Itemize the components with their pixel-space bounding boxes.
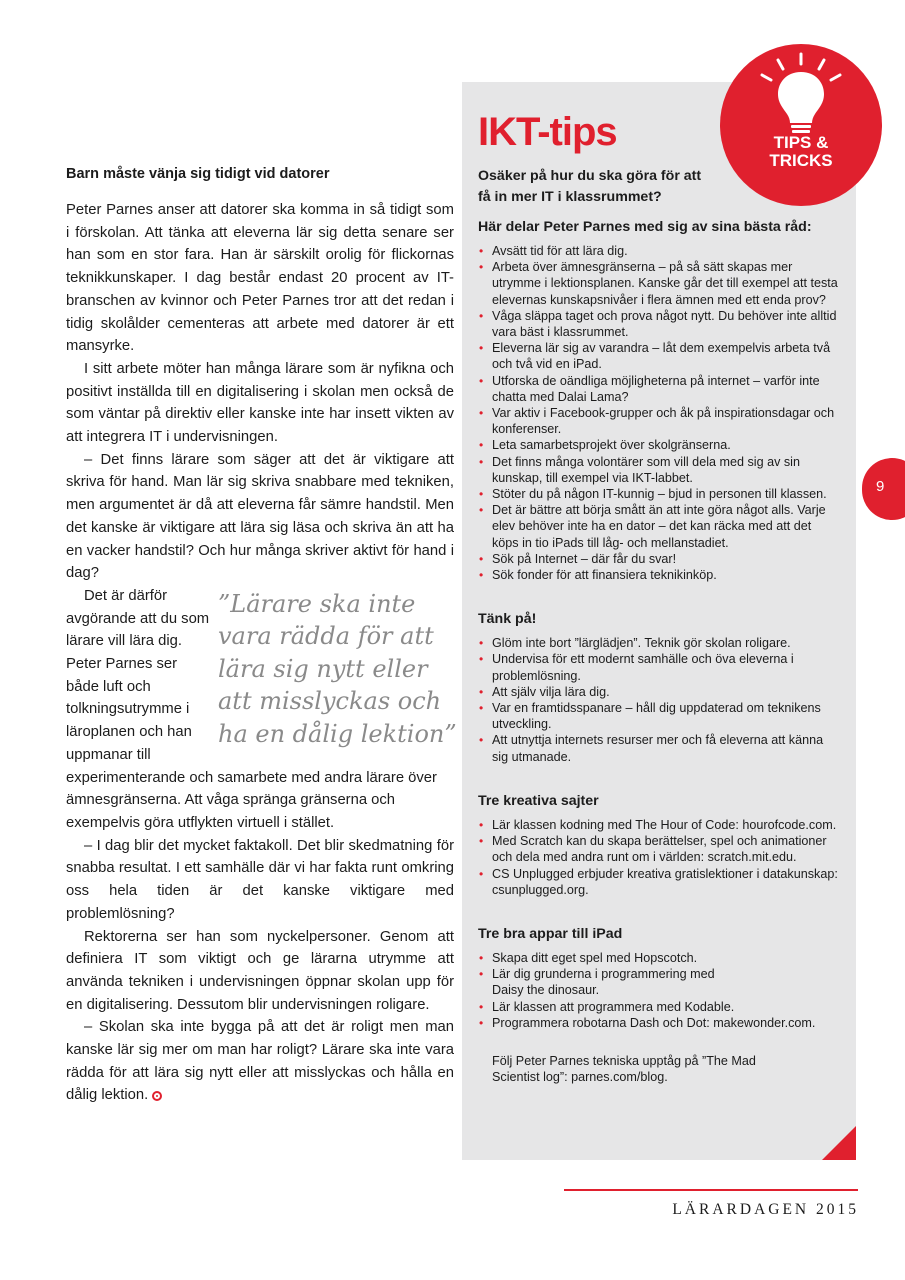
ikt-tips-intro: Osäker på hur du ska göra för att få in mer IT i klassrummet? xyxy=(478,168,702,205)
article-last-paragraph xyxy=(66,1016,454,1107)
end-mark-icon xyxy=(152,1091,162,1101)
think-list xyxy=(478,635,840,765)
corner-triangle xyxy=(822,1126,856,1160)
page-number-tab xyxy=(862,458,905,520)
list-item: • Arbeta över ämnesgränserna – på så sätt skapas mer utrymme i lektionsplanen. Kanske går det till exempel att testa elevernas kunskapsnivåer i flera ämnen med ett enda prov? xyxy=(478,259,840,308)
list-item: • Sök på Internet – där får du svar! xyxy=(478,551,840,567)
list-item: • CS Unplugged erbjuder kreativa gratislektioner i datakunskap: csunplugged.org. xyxy=(478,866,840,898)
article-paragraph-text: – Skolan ska inte bygga på att det är roligt men man kanske lär sig mer om man har roligt? Lärare ska inte vara rädda för att lära sig nytt eller att misslyckas och hålla en dålig lektion. xyxy=(66,1019,454,1104)
article-paragraph: Peter Parnes anser att datorer ska komma in så tidigt som i förskolan. Att tänka att eleverna lär sig detta senare ser han som en stor fara. Han är särskilt orolig för flickornas teknikkunskaper. I dag består endast 20 procent av IT-branschen av kvinnor och Peter Parnes tror att det redan i tidig skolålder cementeras att arbete med datorer är ett mansyrke. xyxy=(66,202,454,355)
list-item: • Var aktiv i Facebook-grupper och åk på inspirationsdagar och konferenser. xyxy=(478,405,840,437)
list-item: • Lär klassen att programmera med Kodable. xyxy=(478,999,840,1015)
article-paragraph: I sitt arbete möter han många lärare som är nyfikna och positivt inställda till en digitalisering i skolan men också de som väntar på direktiv eller kanske inte har insett vikten av att integrera IT i undervisningen. xyxy=(66,360,454,446)
article-paragraph: – I dag blir det mycket faktakoll. Det blir skedmatning för snabba resultat. I ett samhälle där vi har fakta runt omkring oss hela tiden är det kanske viktigare med problemlösning? xyxy=(66,837,454,922)
list-item: • Det finns många volontärer som vill dela med sig av sin kunskap, till exempel via IKT-labbet. xyxy=(478,454,840,486)
list-item: • Det är bättre att börja smått än att inte göra något alls. Varje elev behöver inte ha en dator – det kan räcka med att det köps in tio iPads till låg- och mellanstadiet. xyxy=(478,502,840,551)
ikt-tips-box xyxy=(462,82,856,1160)
pull-quote: ”Lärare ska inte vara rädda för att lära sig nytt eller att misslyckas och ha en dålig lektion” xyxy=(218,589,457,748)
apps-heading: Tre bra appar till iPad xyxy=(478,925,623,942)
sites-heading: Tre kreativa sajter xyxy=(478,792,599,809)
tips-list xyxy=(478,243,840,583)
think-heading: Tänk på! xyxy=(478,611,537,628)
page-number: 9 xyxy=(876,478,885,495)
list-item: • Glöm inte bort ”lärglädjen”. Teknik gör skolan roligare. xyxy=(478,635,840,651)
list-item: • Programmera robotarna Dash och Dot: makewonder.com. xyxy=(478,1015,840,1031)
list-item: • Att själv vilja lära dig. xyxy=(478,684,840,700)
article-paragraph: Rektorerna ser han som nyckelpersoner. Genom att definiera IT som viktigt och ge lärarna utrymme att använda tekniken i undervisningen öppnar skolan upp för en digitalisering. Dessutom blir undervisningen roligare. xyxy=(66,928,454,1013)
ikt-tips-title: IKT-tips xyxy=(478,110,617,154)
list-item: • Undervisa för ett modernt samhälle och öva eleverna i problemlösning. xyxy=(478,651,840,683)
footer-publication: LÄRARDAGEN 2015 xyxy=(672,1201,859,1218)
list-item: • Att utnyttja internets resurser mer och få eleverna att känna sig utmanade. xyxy=(478,732,840,764)
ikt-tips-content xyxy=(478,110,840,1085)
article-paragraph: Det är därför avgörande att du som lärare vill lära dig. Peter Parnes ser både luft och tolkningsutrymme i läroplanen och han uppmanar till experimenterande och samarbete med andra lärare över ämnesgränserna. Att våga spränga gränserna och exempelvis göra utflykten virtuell i stället. xyxy=(66,587,437,831)
badge-label xyxy=(720,134,882,170)
badge-line-2: TRICKS xyxy=(769,151,833,170)
list-item: • Lär klassen kodning med The Hour of Code: hourofcode.com. xyxy=(478,817,840,833)
list-item: • Sök fonder för att finansiera teknikinköp. xyxy=(478,567,840,583)
sites-list xyxy=(478,817,840,898)
list-item: • Med Scratch kan du skapa berättelser, spel och animationer och dela med andra runt om i världen: scratch.mit.edu. xyxy=(478,833,840,865)
list-item: • Utforska de oändliga möjligheterna på internet – varför inte chatta med Dalai Lama? xyxy=(478,373,840,405)
list-item: • Stöter du på någon IT-kunnig – bjud in personen till klassen. xyxy=(478,486,840,502)
ikt-tips-lead: Här delar Peter Parnes med sig av sina bästa råd: xyxy=(478,219,812,235)
list-item: • Skapa ditt eget spel med Hopscotch. xyxy=(478,950,840,966)
list-item: • Lär dig grunderna i programmering med Daisy the dinosaur. xyxy=(478,966,742,998)
article-heading: Barn måste vänja sig tidigt vid datorer xyxy=(66,166,330,182)
article xyxy=(66,164,457,1107)
footer-rule xyxy=(564,1189,858,1191)
list-item: • Leta samarbetsprojekt över skolgränserna. xyxy=(478,437,840,453)
lightbulb-icon xyxy=(720,44,882,206)
tips-tricks-badge xyxy=(720,44,882,206)
follow-note: Följ Peter Parnes tekniska upptåg på ”The Mad Scientist log”: parnes.com/blog. xyxy=(492,1053,756,1085)
list-item: • Avsätt tid för att lära dig. xyxy=(478,243,840,259)
badge-line-1: TIPS & xyxy=(773,133,829,152)
article-paragraph: – Det finns lärare som säger att det är viktigare att skriva för hand. Man lär sig skriva snabbare med tekniken, men argumentet är då att eleverna får sämre handstil. Men det kanske är viktigare att lära sig läsa och skriva än att ha en vacker handstil? Och hur många skriver aktivt för hand i dag? xyxy=(66,451,454,582)
list-item: • Våga släppa taget och prova något nytt. Du behöver inte alltid vara bäst i klassrummet. xyxy=(478,308,840,340)
apps-list xyxy=(478,950,840,1031)
list-item: • Var en framtidsspanare – håll dig uppdaterad om teknikens utveckling. xyxy=(478,700,840,732)
list-item: • Eleverna lär sig av varandra – låt dem exempelvis arbeta två och två vid en iPad. xyxy=(478,340,840,372)
